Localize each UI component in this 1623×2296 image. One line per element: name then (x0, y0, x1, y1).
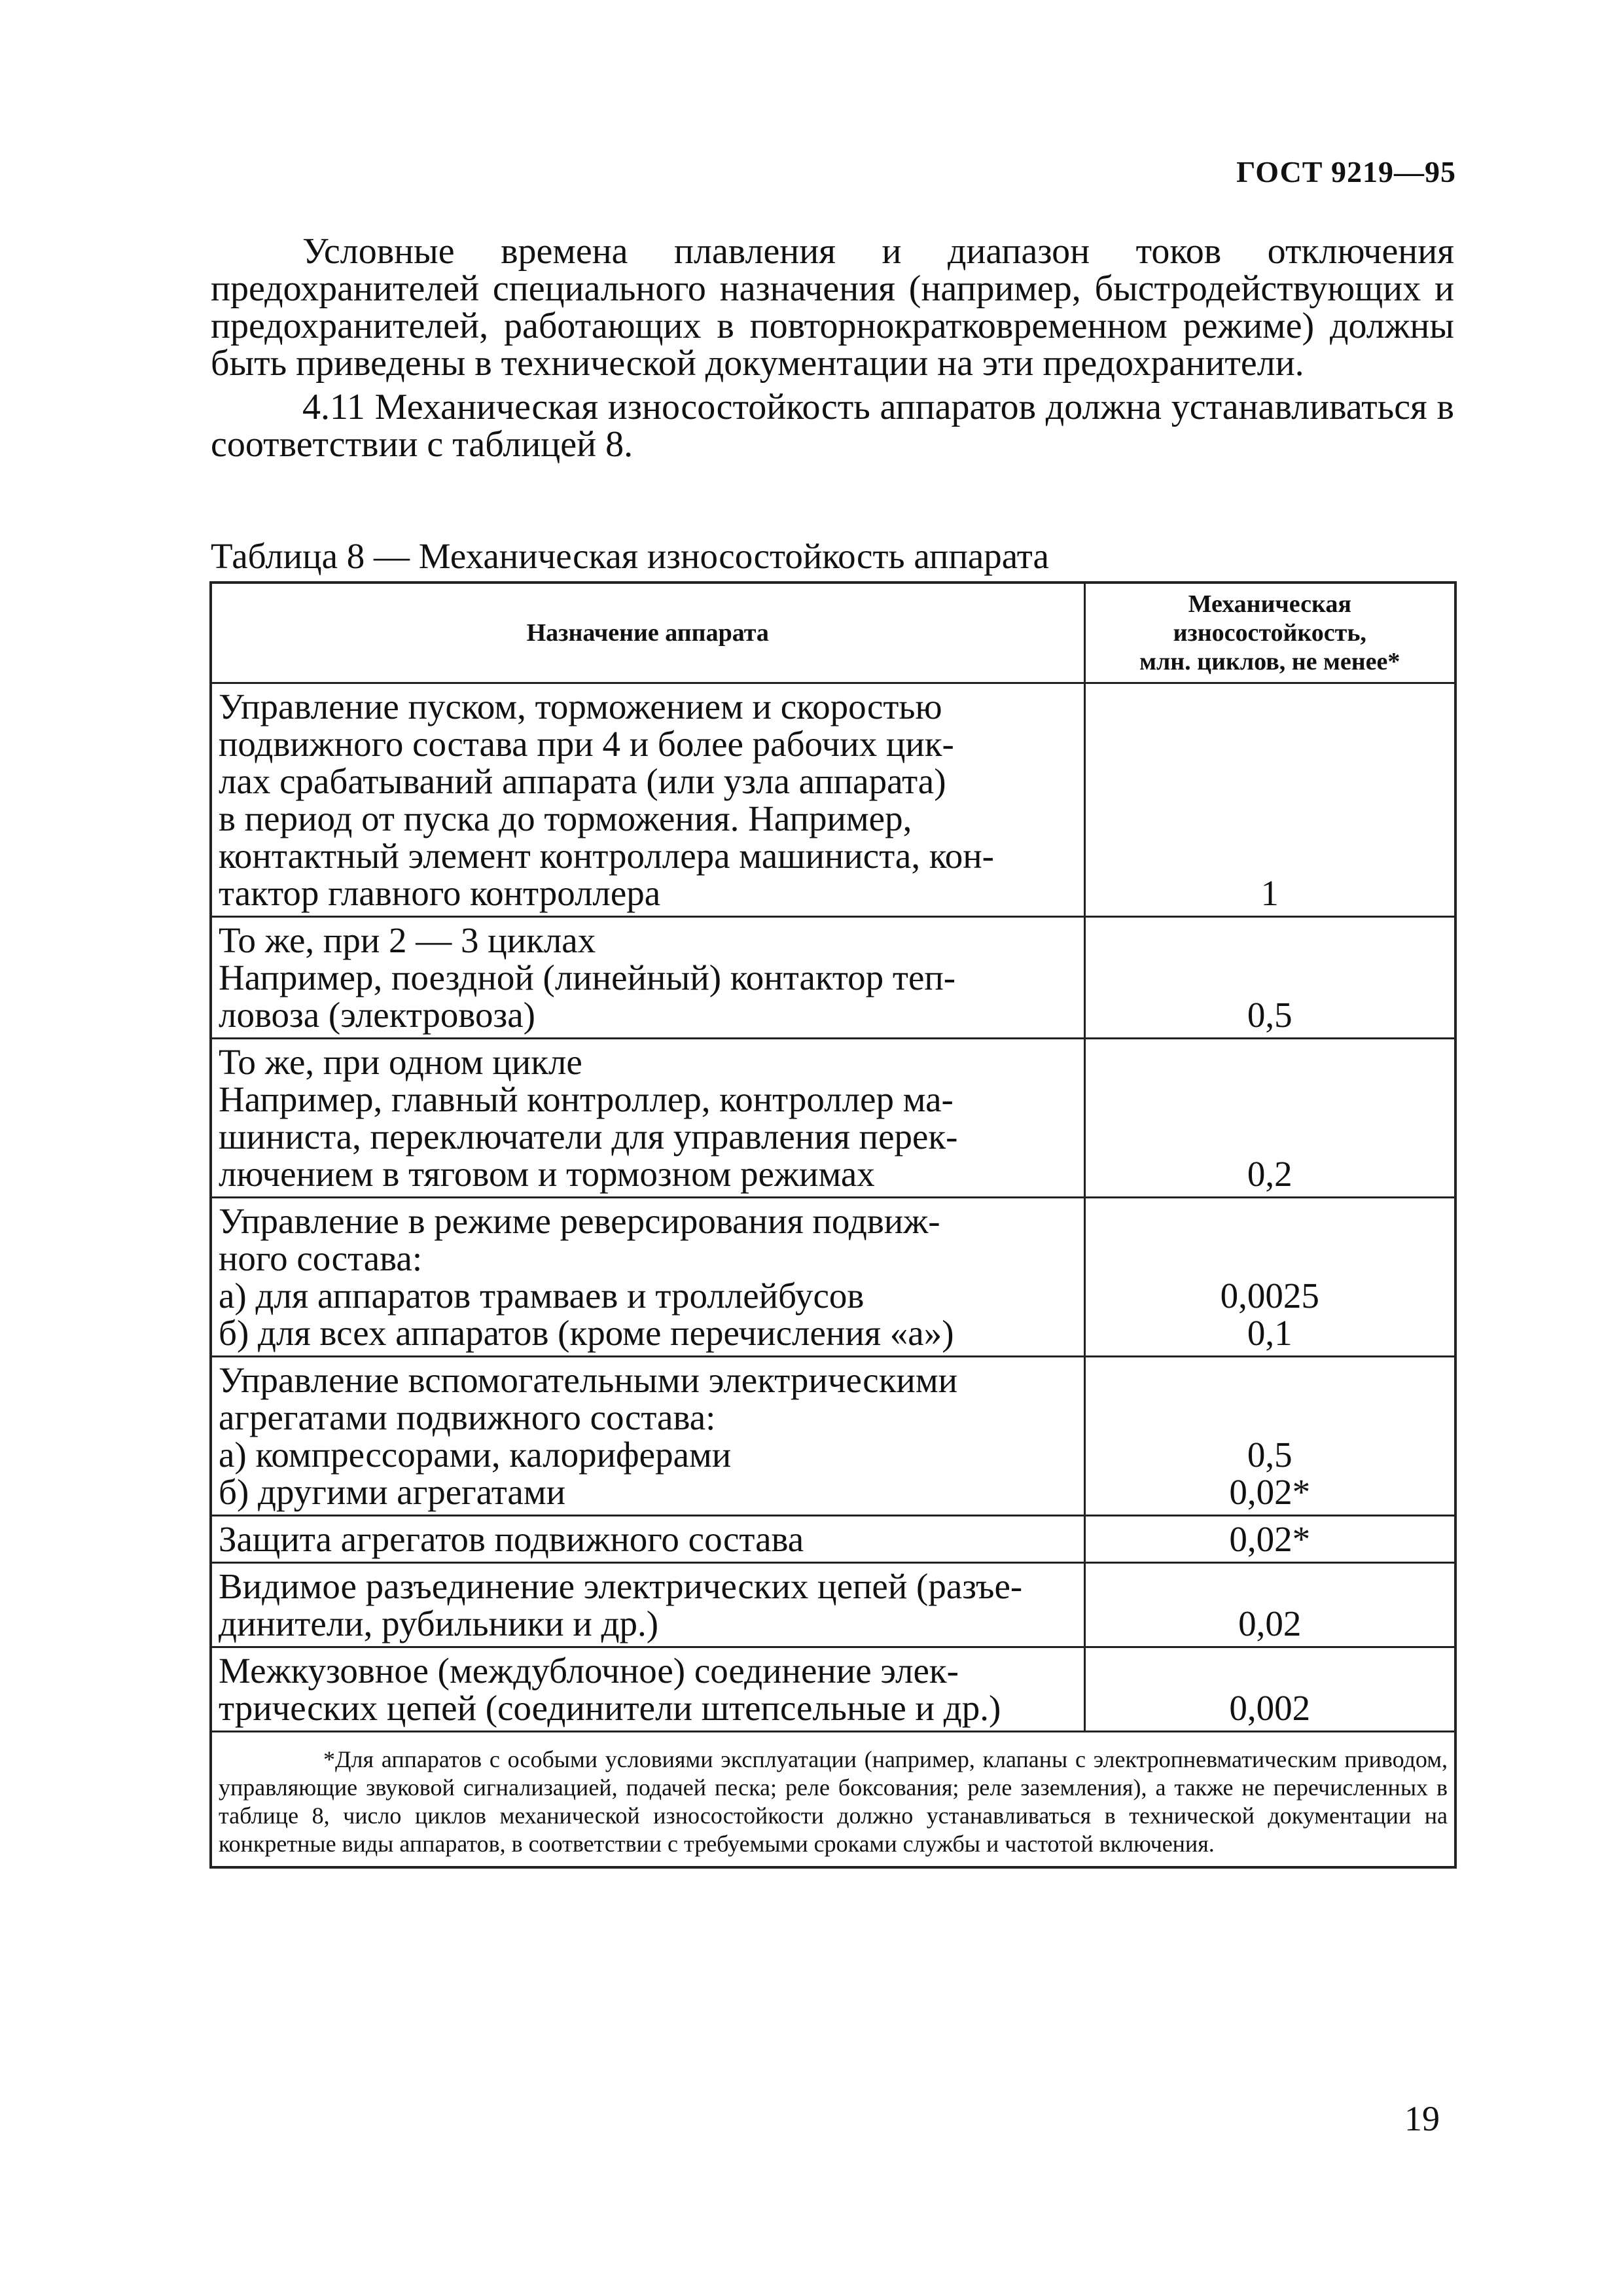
purpose-cell (211, 1357, 1084, 1516)
purpose-line: То же, при одном цикле (219, 1042, 582, 1082)
table-row (211, 683, 1455, 917)
purpose-line: динители, рубильники и др.) (219, 1604, 659, 1643)
purpose-line: в период от пуска до торможения. Например, (219, 798, 912, 838)
purpose-line: б) другими агрегатами (219, 1472, 566, 1512)
value-cell (1084, 683, 1455, 917)
standard-number: ГОСТ 9219—95 (1236, 155, 1456, 188)
value-line: 0,1 (1247, 1313, 1293, 1353)
purpose-line: лючением в тяговом и тормозном режимах (219, 1154, 875, 1194)
value-line: 0,0025 (1220, 1276, 1319, 1316)
purpose-line: контактный элемент контроллера машиниста, кон- (219, 836, 994, 876)
header-durability-line: млн. циклов, не менее* (1139, 648, 1400, 675)
purpose-line: Управление вспомогательными электрическими (219, 1360, 958, 1400)
footnote-row (211, 1732, 1455, 1868)
value-cell (1084, 1563, 1455, 1647)
purpose-cell (211, 1198, 1084, 1357)
table-row (211, 1563, 1455, 1647)
table-row (211, 1039, 1455, 1198)
purpose-line: тактор главного контроллера (219, 873, 661, 913)
value-cell (1084, 1647, 1455, 1732)
value-line: 0,002 (1229, 1688, 1311, 1728)
value-line: 1 (1260, 873, 1279, 913)
purpose-cell (211, 1563, 1084, 1647)
purpose-line: Например, главный контроллер, контроллер ма- (219, 1079, 954, 1119)
purpose-line: Управление в режиме реверсирования подвиж- (219, 1201, 940, 1241)
purpose-line: подвижного состава при 4 и более рабочих цик- (219, 724, 954, 764)
purpose-line: а) для аппаратов трамваев и троллейбусов (219, 1276, 865, 1316)
purpose-line: Управление пуском, торможением и скоростью (219, 687, 942, 726)
table-row (211, 1198, 1455, 1357)
purpose-cell (211, 1516, 1084, 1563)
paragraph-fuse-times: Условные времена плавления и диапазон токов отключения предохранителей специального назначения (например, быстродействующих и предохранителей, работающих в повторнократковременном режиме) должны быть приведены в технической документации на эти предохранители. (211, 231, 1454, 384)
value-line: 0,5 (1247, 1435, 1293, 1475)
value-cell (1084, 917, 1455, 1039)
purpose-line: шиниста, переключатели для управления перек- (219, 1117, 958, 1157)
table-row (211, 1357, 1455, 1516)
header-durability (1084, 583, 1455, 683)
table-row (211, 1647, 1455, 1732)
footnote-text: *Для аппаратов с особыми условиями эксплуатации (например, клапаны с электропневматическим приводом, управляющие звуковой сигнализацией, подачей песка; реле боксования; реле заземления), а также не перечисленных в таблице 8, число циклов механической износостойкости должно устанавливаться в технической документации на конкретные виды аппаратов, в соответствии с требуемыми сроками службы и частотой включения. (219, 1746, 1448, 1857)
purpose-line: Например, поездной (линейный) контактор теп- (219, 958, 956, 997)
purpose-line: ного состава: (219, 1238, 423, 1278)
value-cell (1084, 1516, 1455, 1563)
purpose-line: То же, при 2 — 3 циклах (219, 920, 596, 960)
table-footnote (211, 1732, 1455, 1868)
paragraph-4-11: 4.11 Механическая износостойкость аппаратов должна устанавливаться в соответствии с таблицей 8. (211, 387, 1454, 465)
purpose-line: ловоза (электровоза) (219, 995, 535, 1035)
value-line: 0,5 (1247, 995, 1293, 1035)
purpose-cell (211, 1039, 1084, 1198)
purpose-line: Защита агрегатов подвижного состава (219, 1519, 804, 1559)
body-text (211, 233, 1454, 463)
table-row (211, 1516, 1455, 1563)
purpose-line: агрегатами подвижного состава: (219, 1397, 716, 1437)
purpose-cell (211, 917, 1084, 1039)
value-line: 0,2 (1247, 1154, 1293, 1194)
purpose-line: а) компрессорами, калориферами (219, 1435, 732, 1475)
durability-table (209, 581, 1457, 1869)
value-cell (1084, 1198, 1455, 1357)
purpose-cell (211, 683, 1084, 917)
table-caption: Таблица 8 — Механическая износостойкость аппарата (211, 536, 1049, 576)
header-durability-line: износостойкость, (1173, 619, 1366, 647)
value-cell (1084, 1357, 1455, 1516)
value-line: 0,02* (1229, 1519, 1311, 1559)
table-header-row (211, 583, 1455, 683)
purpose-line: лах срабатываний аппарата (или узла аппарата) (219, 761, 946, 801)
purpose-line: б) для всех аппаратов (кроме перечисления «а») (219, 1313, 954, 1353)
purpose-line: Межкузовное (междублочное) соединение элек- (219, 1651, 959, 1691)
header-durability-line: Механическая (1188, 590, 1351, 618)
value-cell (1084, 1039, 1455, 1198)
value-line: 0,02* (1229, 1472, 1311, 1512)
page-number: 19 (1404, 2099, 1440, 2138)
purpose-line: трических цепей (соединители штепсельные и др.) (219, 1688, 1001, 1728)
purpose-line: Видимое разъединение электрических цепей (разъе- (219, 1566, 1023, 1606)
header-purpose: Назначение аппарата (211, 583, 1084, 683)
table-row (211, 917, 1455, 1039)
value-line: 0,02 (1238, 1604, 1302, 1643)
purpose-cell (211, 1647, 1084, 1732)
